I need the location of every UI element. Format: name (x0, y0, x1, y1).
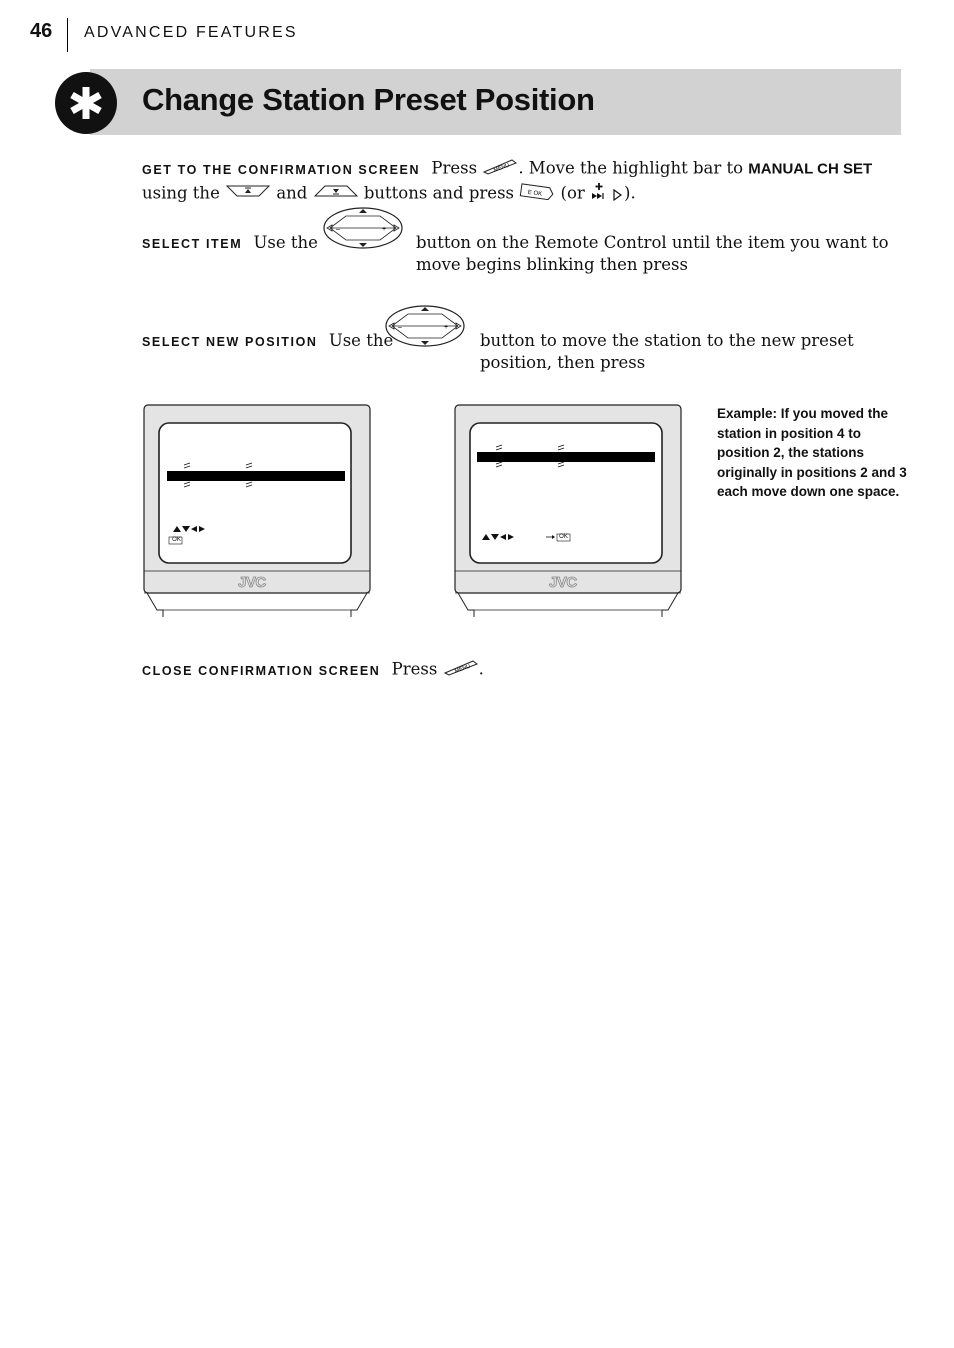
step-text: and (276, 183, 308, 203)
step-close-confirmation (142, 658, 904, 682)
step-label: SELECT ITEM (142, 237, 243, 251)
page-number: 46 (30, 20, 53, 42)
step-text: . (478, 659, 484, 679)
tv-screen-before (143, 404, 371, 618)
ok-badge: OK (559, 534, 568, 540)
menu-item-name: MANUAL CH SET (748, 160, 873, 178)
svg-text:MENU: MENU (493, 162, 511, 174)
direction-pad-icon (322, 206, 404, 254)
step-text: buttons and press (363, 183, 515, 203)
svg-text:E OK: E OK (527, 189, 543, 198)
svg-text:–: – (398, 324, 402, 331)
step-text: button on the Remote Control until the item you want to move begins blinking then press (416, 233, 889, 274)
up-button-icon (225, 183, 271, 205)
step-text: Use the (253, 233, 318, 252)
step-select-item-cont (416, 232, 906, 276)
step-text: . Move the highlight bar to (518, 158, 744, 178)
menu-button-icon (443, 658, 479, 682)
section-label: ADVANCED FEATURES (84, 24, 298, 41)
step-select-position-cont (480, 330, 904, 374)
tv-screen-after (454, 404, 682, 618)
plus-skip-icon (590, 181, 624, 207)
step-label: SELECT NEW POSITION (142, 335, 318, 349)
step-label: CLOSE CONFIRMATION SCREEN (142, 663, 381, 678)
asterisk-icon (55, 72, 117, 134)
step-get-confirmation (142, 157, 904, 207)
step-text: (or (560, 183, 585, 203)
tv-brand-logo: JVC (549, 574, 577, 591)
step-text: ). (624, 183, 636, 203)
step-text: Use the (328, 331, 394, 350)
svg-text:–: – (336, 226, 340, 233)
step-text: Press (431, 158, 478, 178)
svg-text:+: + (382, 226, 387, 233)
menu-button-icon (482, 157, 518, 181)
svg-text:MENU: MENU (453, 663, 471, 675)
svg-text:+: + (444, 324, 449, 331)
ok-button-icon (519, 182, 555, 206)
page-title: Change Station Preset Position (142, 82, 595, 117)
step-text: using the (142, 183, 220, 203)
step-text: button to move the station to the new preset position, then press (480, 331, 854, 372)
tv-brand-logo: JVC (238, 574, 266, 591)
direction-pad-icon (384, 304, 466, 352)
header-divider (67, 18, 68, 52)
step-label: GET TO THE CONFIRMATION SCREEN (142, 162, 421, 177)
step-text: Press (391, 659, 438, 679)
ok-badge: OK (172, 537, 181, 543)
example-note: Example: If you moved the station in position 4 to position 2, the stations originally in positions 2 and 3 each move down one space. (717, 406, 907, 499)
down-button-icon (313, 183, 359, 205)
